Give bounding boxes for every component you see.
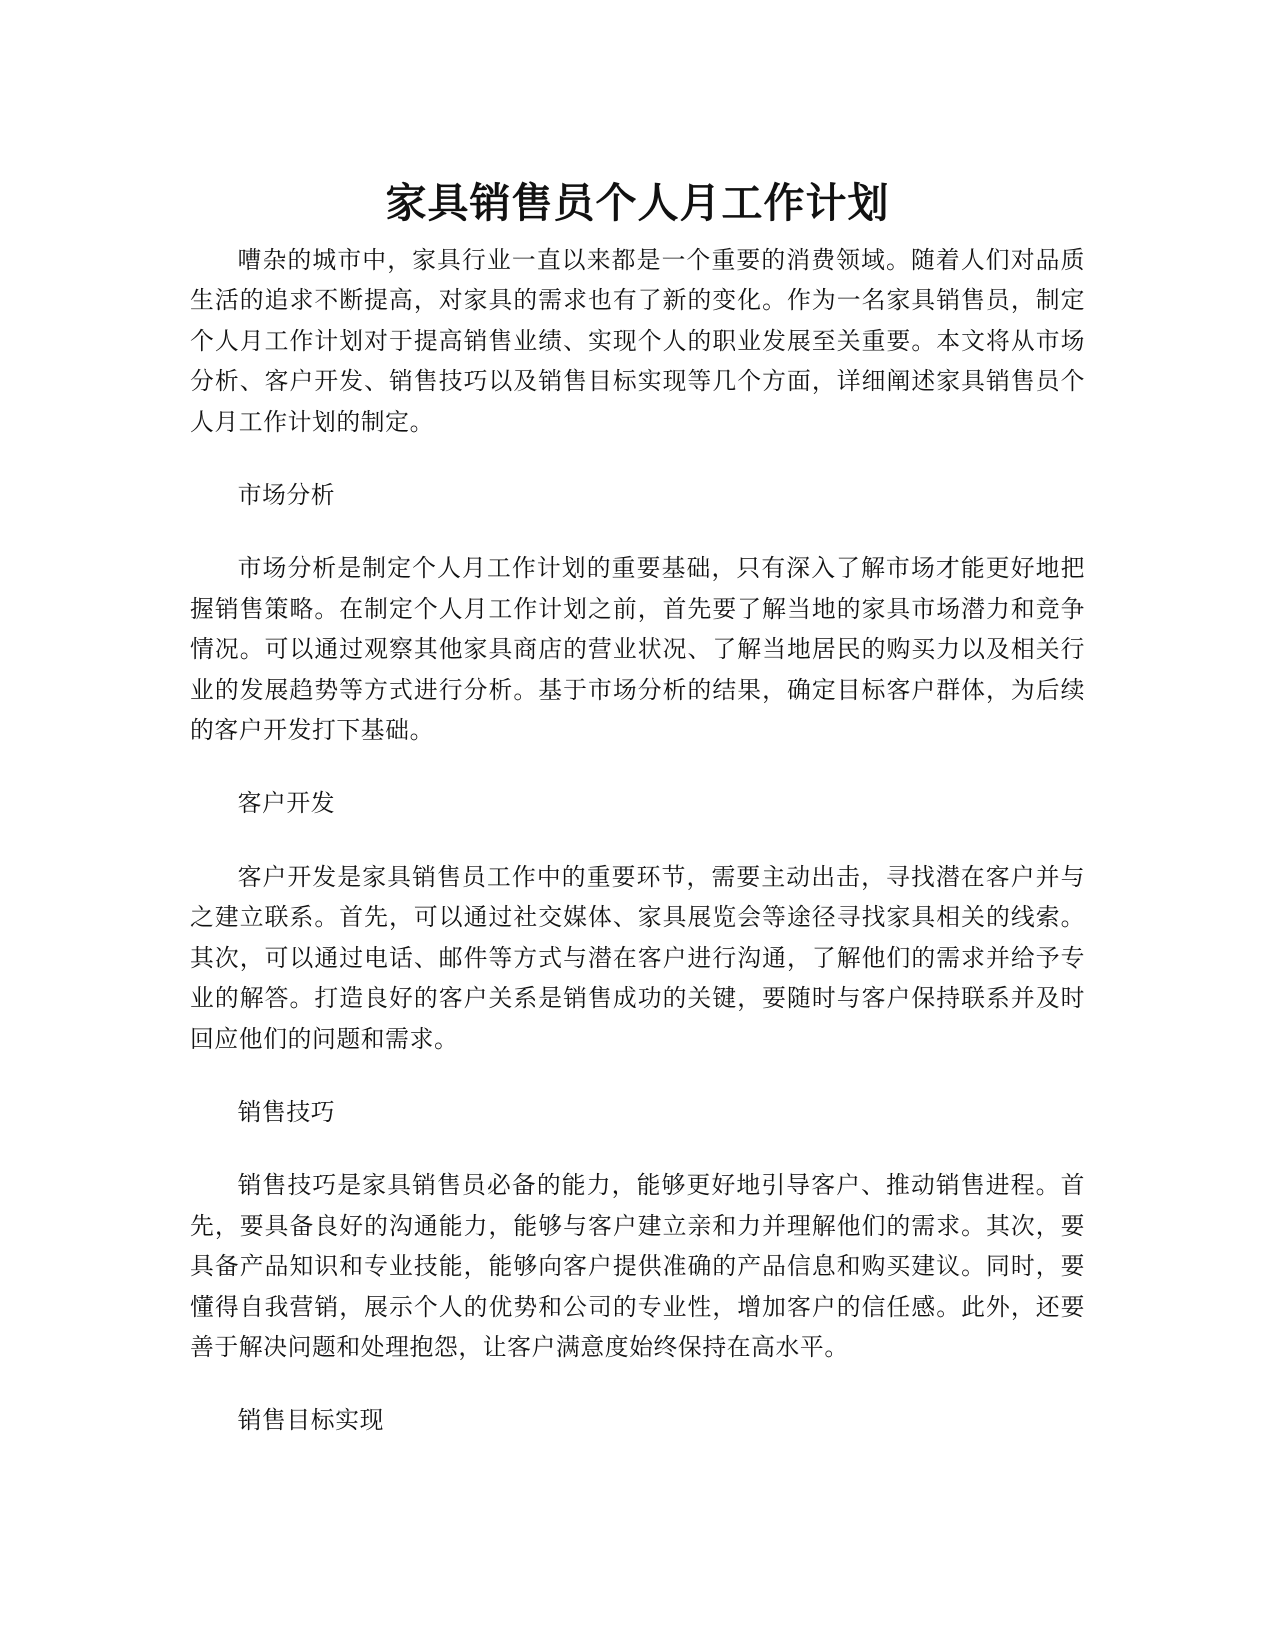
- section-heading-customer-development: 客户开发: [237, 789, 336, 818]
- section-body-customer-development: 客户开发是家具销售员工作中的重要环节，需要主动出击，寻找潜在客户并与之建立联系。首先，可以通过社交媒体、家具展览会等途径寻找家具相关的线索。其次，可以通过电话、邮件等方式与潜在客户进行沟通，了解他们的需求并给予专业的解答。打造良好的客户关系是销售成功的关键，要随时与客户保持联系并及时回应他们的问题和需求。: [190, 862, 1085, 1053]
- section-heading-market-analysis: 市场分析: [237, 481, 336, 510]
- section-heading-sales-target: 销售目标实现: [237, 1406, 384, 1435]
- section-heading-sales-skills: 销售技巧: [237, 1097, 336, 1126]
- section-body-sales-skills: 销售技巧是家具销售员必备的能力，能够更好地引导客户、推动销售进程。首先，要具备良好的沟通能力，能够与客户建立亲和力并理解他们的需求。其次，要具备产品知识和专业技能，能够向客户提供准确的产品信息和购买建议。同时，要懂得自我营销，展示个人的优势和公司的专业性，增加客户的信任感。此外，还要善于解决问题和处理抱怨，让客户满意度始终保持在高水平。: [190, 1171, 1085, 1361]
- document-title: 家具销售员个人月工作计划: [385, 179, 890, 228]
- section-body-market-analysis: 市场分析是制定个人月工作计划的重要基础，只有深入了解市场才能更好地把握销售策略。在制定个人月工作计划之前，首先要了解当地的家具市场潜力和竞争情况。可以通过观察其他家具商店的营业状况、了解当地居民的购买力以及相关行业的发展趋势等方式进行分析。基于市场分析的结果，确定目标客户群体，为后续的客户开发打下基础。: [190, 554, 1085, 745]
- intro-paragraph: 嘈杂的城市中，家具行业一直以来都是一个重要的消费领域。随着人们对品质生活的追求不断提高，对家具的需求也有了新的变化。作为一名家具销售员，制定个人月工作计划对于提高销售业绩、实现个人的职业发展至关重要。本文将从市场分析、客户开发、销售技巧以及销售目标实现等几个方面，详细阐述家具销售员个人月工作计划的制定。: [190, 246, 1085, 436]
- document-body: [190, 240, 1085, 1474]
